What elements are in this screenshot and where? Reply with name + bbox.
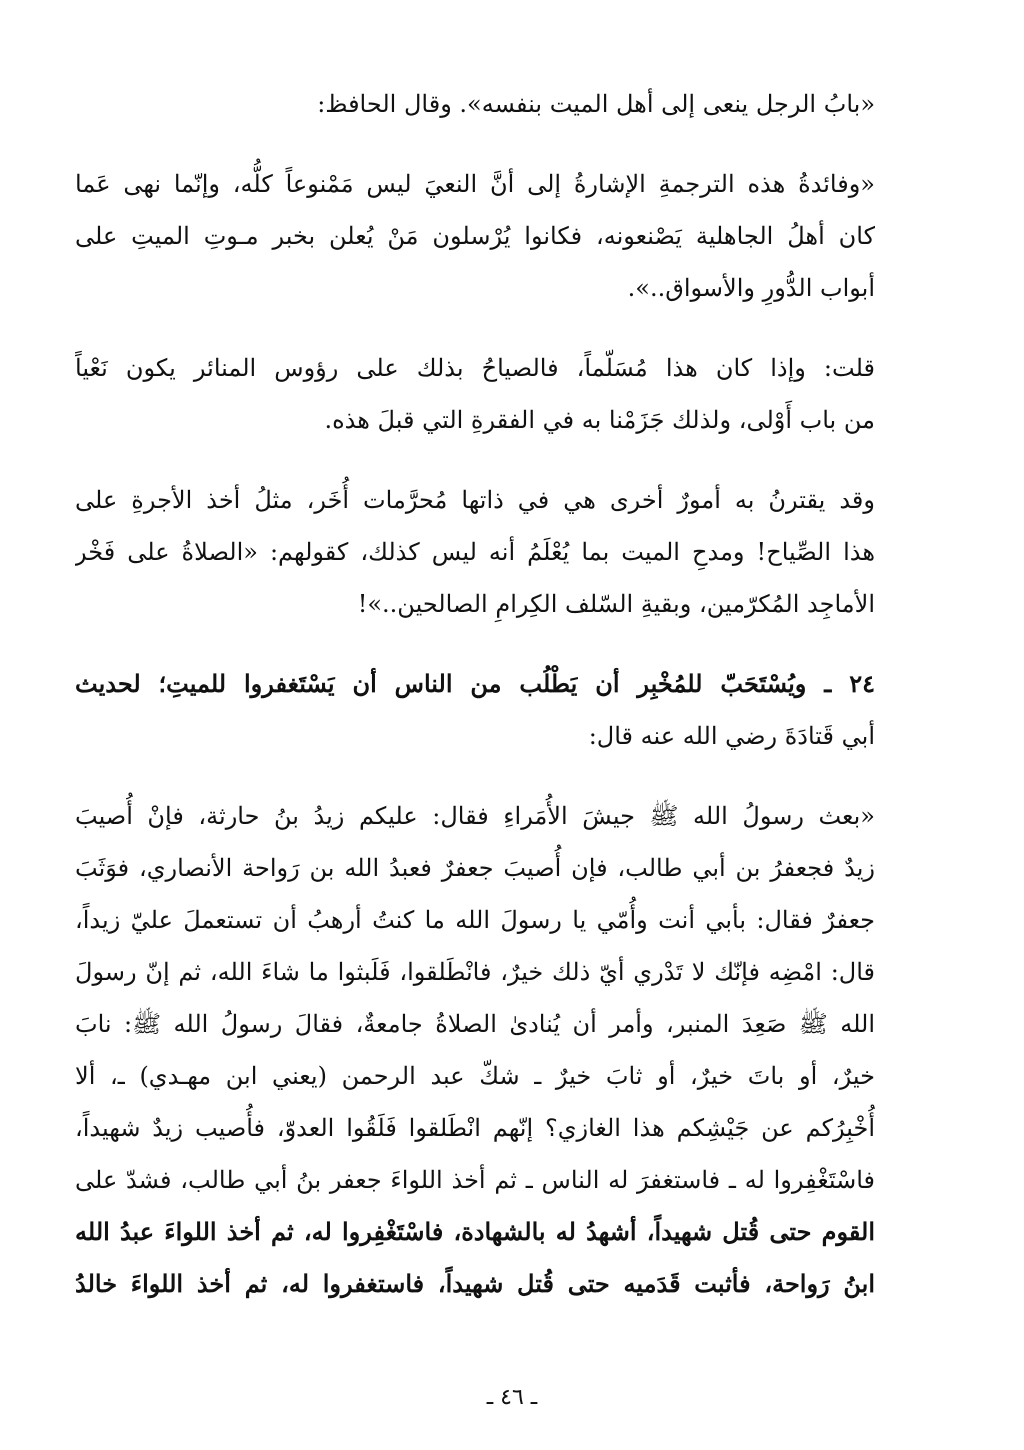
text-line: القوم حتى قُتل شهيداً، أشهدُ له بالشهادة، فاسْتَغْفِروا له، ثم أخذ اللواءَ عبدُ الله — [75, 1217, 875, 1246]
text-line: أُخْبِرُكم عن جَيْشِكم هذا الغازي؟ إنّهم انْطَلقوا فَلَقُوا العدوّ، فأُصيب زيدٌ شهيداً، — [75, 1114, 875, 1142]
text-line: «بعث رسولُ الله ﷺ جيشَ الأُمَراءِ فقال: عليكم زيدُ بنُ حارثة، فإنْ أُصيبَ — [75, 802, 875, 830]
paragraph-5-numbered-item — [75, 658, 875, 762]
text-line: أبي قَتادَةَ رضي الله عنه قال: — [588, 722, 875, 750]
paragraph-3 — [75, 342, 875, 446]
paragraph-gap — [75, 314, 875, 342]
text-line: الله ﷺ صَعِدَ المنبر، وأمر أن يُنادىٰ الصلاةُ جامعةٌ، فقالَ رسولُ الله ﷺ: نابَ — [75, 1010, 875, 1038]
page-body — [75, 78, 875, 1310]
page-number: ـ ٤٦ ـ — [486, 1385, 538, 1410]
paragraph-gap — [75, 130, 875, 158]
text-line: قال: امْضِه فإنّك لا تَدْري أيّ ذلك خيرٌ، فانْطَلقوا، فَلَبثوا ما شاءَ الله، ثم إنّ رسولَ — [75, 958, 875, 986]
text-line: كان أهلُ الجاهلية يَصْنعونه، فكانوا يُرْسلون مَنْ يُعلن بخبر مـوتِ الميتِ على — [75, 222, 875, 250]
text-line: فاسْتَغْفِروا له ـ فاستغفرَ له الناس ـ ثم أخذ اللواءَ جعفر بنُ أبي طالب، فشدّ على — [75, 1166, 875, 1194]
paragraph-gap — [75, 446, 875, 474]
paragraph-1 — [75, 78, 875, 130]
text-line: وقد يقترنُ به أمورٌ أخرى هي في ذاتها مُحرَّمات أُخَر، مثلُ أخذ الأجرةِ على — [75, 486, 875, 514]
text-line: الأماجِد المُكرّمين، وبقيةِ السّلف الكِرامِ الصالحين..»! — [357, 590, 875, 618]
text-line: ابنُ رَواحة، فأثبت قَدَميه حتى قُتل شهيداً، فاستغفروا له، ثم أخذ اللواءَ خالدُ — [75, 1269, 875, 1298]
paragraph-gap — [75, 762, 875, 790]
paragraph-gap — [75, 630, 875, 658]
paragraph-6-hadith — [75, 790, 875, 1310]
paragraph-2 — [75, 158, 875, 314]
text-line: زيدٌ فجعفرُ بن أبي طالب، فإن أُصيبَ جعفرٌ فعبدُ الله بن رَواحة الأنصاري، فوَثَبَ — [75, 854, 875, 882]
text-line: أبواب الدُّورِ والأسواق..». — [627, 274, 875, 302]
text-line: «بابُ الرجل ينعى إلى أهل الميت بنفسه». وقال الحافظ: — [317, 90, 875, 118]
text-line: قلت: وإذا كان هذا مُسَلّماً، فالصياحُ بذلك على رؤوس المنائر يكون نَعْياً — [75, 354, 875, 382]
numbered-heading-line: ٢٤ ـ ويُسْتَحَبّ للمُخْبِر أن يَطْلُب من الناس أن يَسْتَغفروا للميتِ؛ لحديث — [75, 669, 875, 698]
text-line: جعفرٌ فقال: بأبي أنت وأُمّي يا رسولَ الله ما كنتُ أرهبُ أن تستعملَ عليّ زيداً، — [75, 906, 875, 934]
text-line: من باب أَوْلى، ولذلك جَزَمْنا به في الفقرةِ التي قبلَ هذه. — [324, 406, 875, 434]
paragraph-4 — [75, 474, 875, 630]
text-line: «وفائدةُ هذه الترجمةِ الإشارةُ إلى أنَّ النعيَ ليس مَمْنوعاً كلُّه، وإنّما نهى عَما — [75, 170, 875, 198]
text-line: خيرٌ، أو باتَ خيرٌ، أو ثابَ خيرٌ ـ شكّ عبد الرحمن (يعني ابن مهـدي) ـ، ألا — [75, 1062, 875, 1090]
text-line: هذا الصِّياح! ومدحِ الميت بما يُعْلَمُ أنه ليس كذلك، كقولهم: «الصلاةُ على فَخْر — [75, 538, 875, 566]
